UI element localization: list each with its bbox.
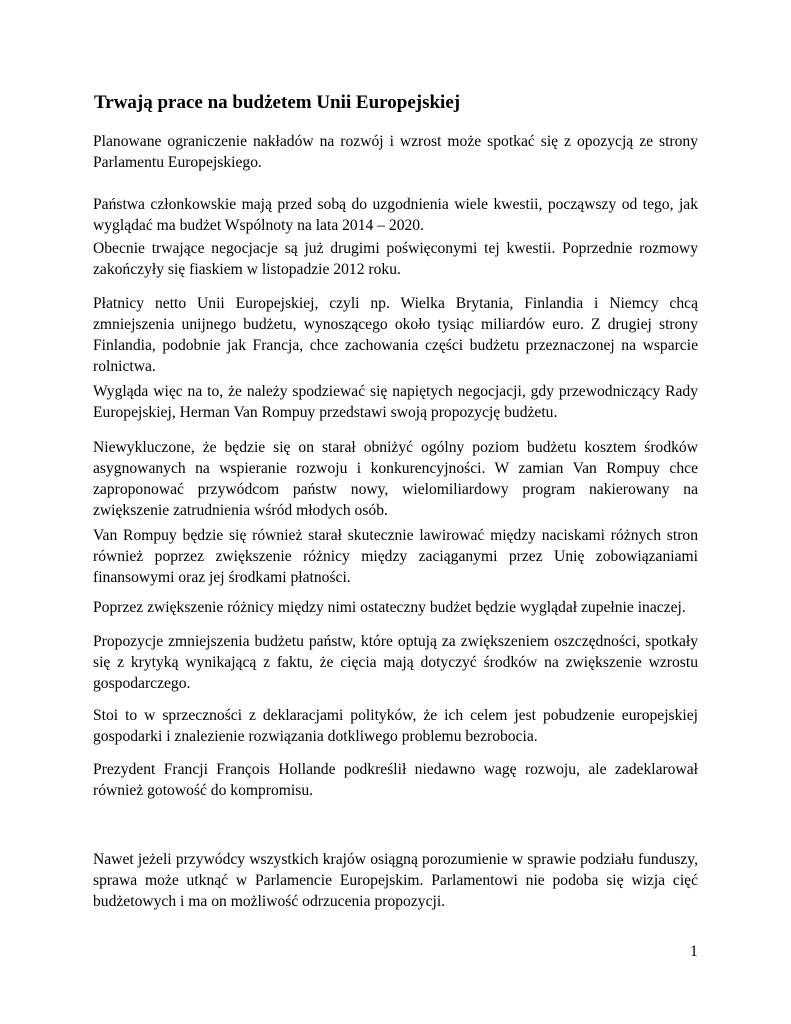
paragraph-5: Wygląda więc na to, że należy spodziewać się napiętych negocjacji, gdy przewodniczący Rady Europejskiej, Herman Van Rompuy przedstawi swoją propozycję budżetu. xyxy=(93,383,698,421)
paragraph-7: Van Rompuy będzie się również starał skutecznie lawirować między naciskami różnych stron również poprzez zwiększenie różnicy między zaciąganymi przez Unię zobowiązaniami finansowymi oraz jej środkami płatności. xyxy=(93,527,698,586)
paragraph-8: Poprzez zwiększenie różnicy między nimi ostateczny budżet będzie wyglądał zupełnie inaczej. xyxy=(93,599,686,616)
paragraph-9: Propozycje zmniejszenia budżetu państw, które optują za zwiększeniem oszczędności, spotkały się z krytyką wynikającą z faktu, że cięcia mają dotyczyć środków na zwiększenie wzrostu gospodarczego. xyxy=(93,633,698,692)
paragraph-12: Nawet jeżeli przywódcy wszystkich krajów osiągną porozumienie w sprawie podziału funduszy, sprawa może utknąć w Parlamencie Europejskim. Parlamentowi nie podoba się wizja cięć budżetowych i ma on możliwość odrzucenia propozycji. xyxy=(93,851,698,910)
paragraph-11: Prezydent Francji François Hollande podkreślił niedawno wagę rozwoju, ale zadeklarował również gotowość do kompromisu. xyxy=(93,761,698,799)
page-title: Trwają prace na budżetem Unii Europejskiej xyxy=(94,92,461,113)
paragraph-6: Niewykluczone, że będzie się on starał obniżyć ogólny poziom budżetu kosztem środków asygnowanych na wspieranie rozwoju i konkurencyjności. W zamian Van Rompuy chce zaproponować przywódcom państw nowy, wielomiliardowy program nakierowany na zwiększenie zatrudnienia wśród młodych osób. xyxy=(93,439,698,519)
paragraph-4: Płatnicy netto Unii Europejskiej, czyli np. Wielka Brytania, Finlandia i Niemcy chcą zmniejszenia unijnego budżetu, wynoszącego około tysiąc miliardów euro. Z drugiej strony Finlandia, podobnie jak Francja, chce zachowania części budżetu przeznaczonej na wsparcie rolnictwa. xyxy=(93,295,698,375)
paragraph-1: Planowane ograniczenie nakładów na rozwój i wzrost może spotkać się z opozycją ze strony Parlamentu Europejskiego. xyxy=(93,133,698,171)
paragraph-3: Obecnie trwające negocjacje są już drugimi poświęconymi tej kwestii. Poprzednie rozmowy zakończyły się fiaskiem w listopadzie 2012 roku. xyxy=(93,240,698,278)
paragraph-10: Stoi to w sprzeczności z deklaracjami polityków, że ich celem jest pobudzenie europejskiej gospodarki i znalezienie rozwiązania dotkliwego problemu bezrobocia. xyxy=(93,707,698,745)
page-number: 1 xyxy=(690,943,698,960)
paragraph-2: Państwa członkowskie mają przed sobą do uzgodnienia wiele kwestii, począwszy od tego, jak wyglądać ma budżet Wspólnoty na lata 2014 – 2020. xyxy=(93,196,698,234)
